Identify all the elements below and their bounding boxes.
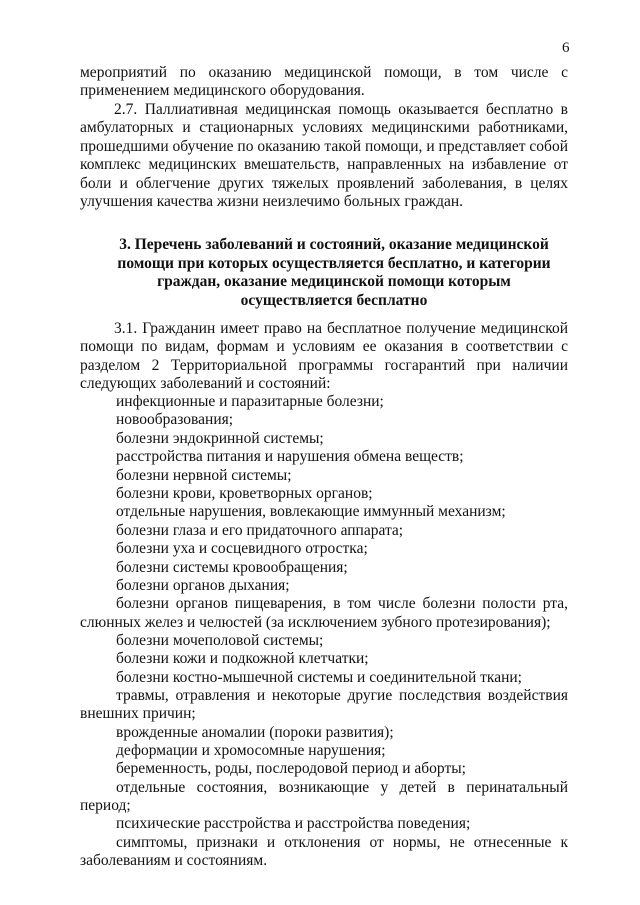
- list-item: болезни костно-мышечной системы и соединительной ткани;: [116, 668, 522, 686]
- paragraph-3-1: 3.1. Гражданин имеет право на бесплатное получение медицинской помощи по видам, формам и условиям ее оказания в соответствии с разделом 2 Территориальной программы госгарантий при наличии следующих заболеваний и состояний:: [80, 320, 568, 393]
- paragraph-continuation: мероприятий по оказанию медицинской помощи, в том числе с применением медицинского оборудования.: [80, 64, 568, 100]
- list-item: болезни органов пищеварения, в том числе болезни полости рта, слюнных желез и челюстей (за исключением зубного протезирования);: [80, 595, 568, 631]
- list-item: симптомы, признаки и отклонения от нормы, не отнесенные к заболеваниям и состояниям.: [80, 833, 568, 870]
- list-item: беременность, роды, послеродовой период и аборты;: [116, 760, 466, 778]
- list-item: врожденные аномалии (пороки развития);: [116, 723, 394, 741]
- list-item: болезни крови, кроветворных органов;: [116, 484, 373, 502]
- list-item: новообразования;: [116, 411, 234, 429]
- paragraph-2-7: 2.7. Паллиативная медицинская помощь оказывается бесплатно в амбулаторных и стационарных условиях медицинскими работниками, прошедшими обучение по оказанию такой помощи, и представляет собой комплекс медицинских вмешательств, направленных на избавление от боли и облегчение других тяжелых проявлений заболевания, в целях улучшения качества жизни неизлечимо больных граждан.: [80, 101, 568, 211]
- section-heading: 3. Перечень заболеваний и состояний, оказание медицинской помощи при которых осуществляется бесплатно, и категории граждан, оказание медицинской помощи которым осуществляется бесплатно: [117, 236, 551, 309]
- disease-list: [80, 393, 568, 870]
- list-item: болезни нервной системы;: [116, 466, 292, 484]
- list-item: болезни эндокринной системы;: [116, 429, 324, 447]
- list-item: деформации и хромосомные нарушения;: [116, 742, 386, 760]
- list-item: болезни мочеполовой системы;: [116, 631, 324, 649]
- list-item: болезни уха и сосцевидного отростка;: [116, 540, 368, 558]
- list-item: болезни системы кровообращения;: [116, 558, 348, 576]
- list-item: болезни кожи и подкожной клетчатки;: [116, 650, 369, 668]
- list-item: психические расстройства и расстройства поведения;: [116, 815, 471, 833]
- page-number: 6: [562, 40, 570, 56]
- list-item: болезни глаза и его придаточного аппарата;: [116, 521, 404, 539]
- list-item: травмы, отравления и некоторые другие последствия воздействия внешних причин;: [80, 687, 568, 723]
- list-item: отдельные состояния, возникающие у детей в перинатальный период;: [80, 778, 568, 815]
- list-item: инфекционные и паразитарные болезни;: [116, 393, 384, 410]
- list-item: расстройства питания и нарушения обмена веществ;: [116, 448, 464, 466]
- list-item: отдельные нарушения, вовлекающие иммунный механизм;: [116, 503, 506, 521]
- list-item: болезни органов дыхания;: [116, 576, 290, 594]
